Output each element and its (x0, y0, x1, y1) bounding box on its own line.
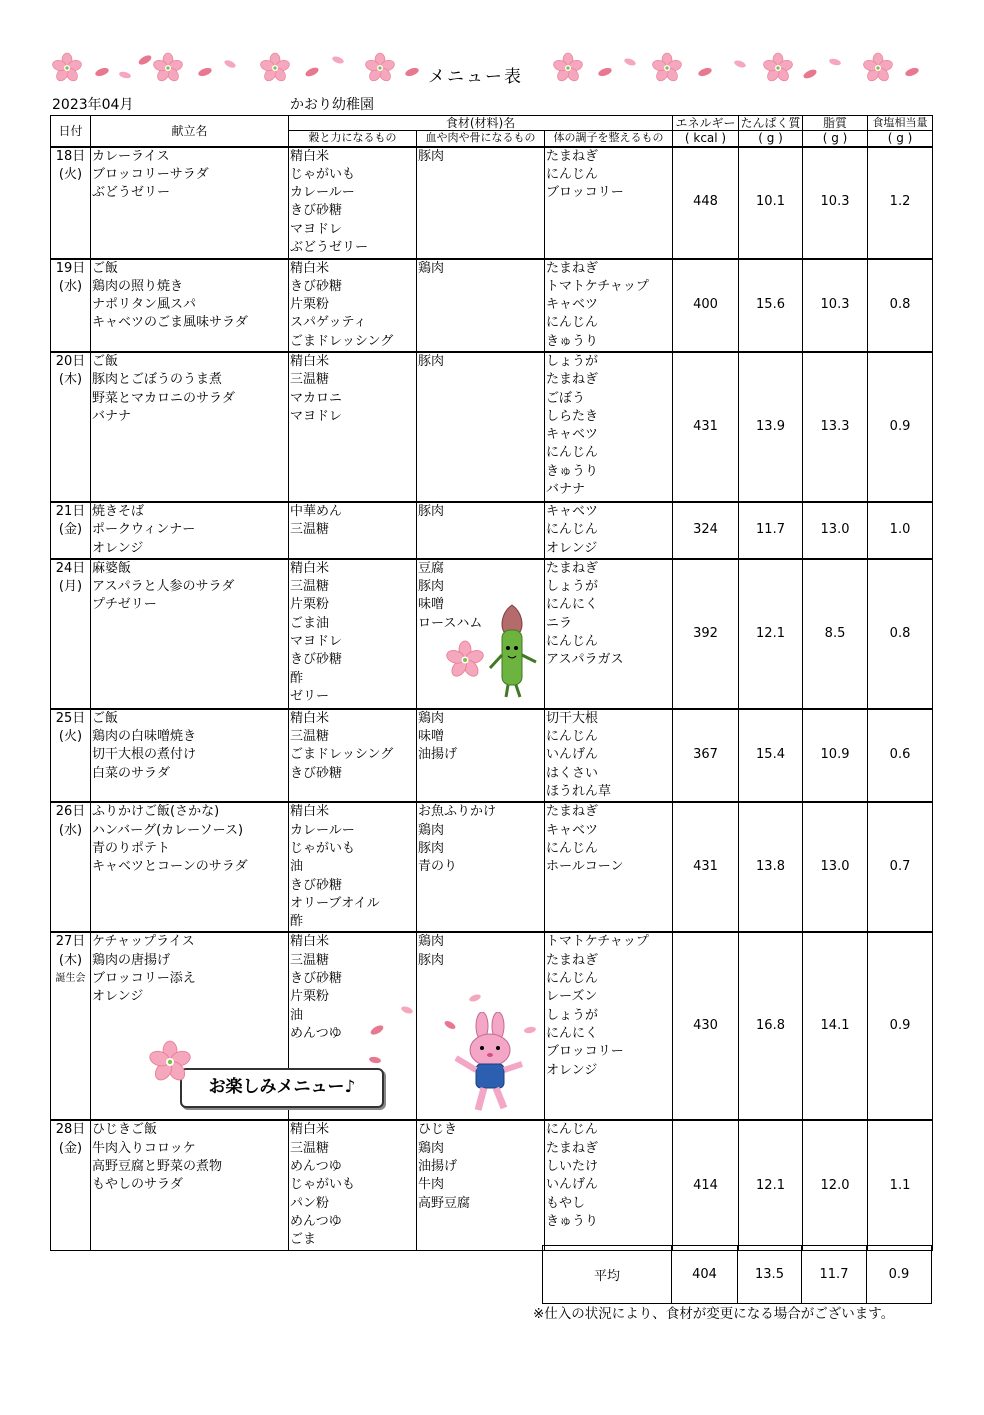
col-salt-unit: ( g ) (868, 131, 933, 147)
ingredient-item: にんにく (546, 1025, 599, 1041)
blood-foods (417, 1120, 545, 1250)
day-salt: 0.6 (868, 709, 933, 802)
blood-foods (417, 259, 545, 352)
ingredient-item: きび砂糖 (290, 765, 343, 781)
ingredient-item: 三温糖 (290, 952, 330, 968)
ingredient-item: 牛肉 (418, 1177, 445, 1193)
ingredient-item: ホールコーン (546, 859, 624, 875)
ingredient-item: 豚肉 (418, 840, 445, 856)
ingredient-item: オレンジ (546, 1062, 598, 1078)
ingredient-item: スパゲッティ (290, 315, 367, 331)
ingredient-item: ニラ (546, 615, 573, 631)
ingredient-item: はくさい (546, 765, 599, 781)
ingredient-item: きび砂糖 (290, 877, 343, 893)
day-kcal: 367 (673, 709, 739, 802)
body-foods (545, 259, 673, 352)
col-blood-foods: 血や肉や骨になるもの (417, 131, 545, 147)
day-date (51, 559, 91, 709)
energy-foods (289, 559, 417, 709)
ingredient-item: 豚肉 (418, 579, 445, 595)
day-number: 25日 (55, 710, 86, 726)
ingredient-item: しょうが (546, 579, 599, 595)
ingredient-item: たまねぎ (546, 560, 599, 576)
ingredient-item: 精白米 (290, 148, 330, 164)
dish-item: ご飯 (92, 260, 119, 276)
dish-item: 野菜とマカロニのサラダ (92, 390, 235, 406)
dish-item: ケチャップライス (92, 934, 195, 950)
average-salt: 0.9 (867, 1246, 932, 1304)
menu-dishes (91, 352, 289, 502)
dish-item: ふりかけご飯(さかな) (92, 804, 220, 820)
col-menu: 献立名 (91, 116, 289, 147)
energy-foods (289, 709, 417, 802)
ingredient-item: めんつゆ (290, 1213, 342, 1229)
ingredient-item: オリーブオイル (290, 895, 380, 911)
menu-day-row (51, 502, 933, 559)
day-kcal: 431 (673, 352, 739, 502)
energy-foods (289, 352, 417, 502)
col-body-foods: 体の調子を整えるもの (545, 131, 673, 147)
ingredient-item: 三温糖 (290, 372, 330, 388)
ingredient-item: しょうが (546, 353, 599, 369)
day-fat: 13.0 (803, 502, 868, 559)
day-protein: 12.1 (739, 559, 803, 709)
ingredient-item: もやし (546, 1195, 586, 1211)
blood-foods (417, 709, 545, 802)
day-kcal: 392 (673, 559, 739, 709)
col-fat: 脂質 (803, 116, 868, 131)
ingredient-item: 中華めん (290, 503, 343, 519)
day-weekday: (水) (58, 278, 83, 294)
ingredient-item: 片栗粉 (290, 297, 330, 313)
day-salt: 0.9 (868, 352, 933, 502)
dish-item: 焼きそば (92, 503, 145, 519)
body-foods (545, 1120, 673, 1250)
day-date (51, 932, 91, 1120)
menu-day-row (51, 259, 933, 352)
ingredient-item: たまねぎ (546, 952, 599, 968)
energy-foods (289, 259, 417, 352)
ingredient-item: にんじん (546, 729, 599, 745)
ingredient-item: キャベツ (546, 427, 599, 443)
ingredient-item: 油揚げ (418, 1159, 458, 1175)
day-kcal: 324 (673, 502, 739, 559)
day-date (51, 147, 91, 259)
ingredient-item: 切干大根 (546, 710, 599, 726)
ingredient-item: きび砂糖 (290, 652, 343, 668)
ingredient-item: たまねぎ (546, 148, 599, 164)
dish-item: 鶏肉の白味噌焼き (92, 729, 197, 745)
menu-dishes (91, 1120, 289, 1250)
day-kcal: 448 (673, 147, 739, 259)
ingredient-item: きび砂糖 (290, 203, 343, 219)
ingredient-item: にんじん (546, 971, 599, 987)
day-event: 誕生会 (55, 973, 86, 985)
asparagus-character-icon (482, 600, 542, 700)
ingredient-item: キャベツ (546, 297, 599, 313)
ingredient-item: めんつゆ (290, 1159, 342, 1175)
average-kcal: 404 (672, 1246, 738, 1304)
ingredient-item: きび砂糖 (290, 971, 343, 987)
col-date: 日付 (51, 116, 91, 147)
day-fat: 13.3 (803, 352, 868, 502)
dish-item: オレンジ (92, 540, 144, 556)
ingredient-item: 鶏肉 (418, 710, 445, 726)
day-protein: 13.8 (739, 802, 803, 932)
ingredient-item: 青のり (418, 859, 458, 875)
ingredient-item: 片栗粉 (290, 989, 330, 1005)
ingredient-item: たまねぎ (546, 260, 599, 276)
average-table (542, 1245, 932, 1304)
dish-item: ハンバーグ(カレーソース) (92, 822, 244, 838)
day-date (51, 352, 91, 502)
ingredient-item: ブロッコリー (546, 185, 624, 201)
day-protein: 16.8 (739, 932, 803, 1120)
col-energy-unit: ( kcal ) (673, 131, 739, 147)
menu-day-row (51, 802, 933, 932)
dish-item: 鶏肉の照り焼き (92, 278, 184, 294)
day-salt: 0.8 (868, 259, 933, 352)
ingredient-item: パン粉 (290, 1195, 330, 1211)
ingredient-item: いんげん (546, 747, 599, 763)
day-weekday: (木) (58, 952, 83, 968)
day-fat: 10.3 (803, 259, 868, 352)
ingredient-item: ごまドレッシング (290, 333, 394, 349)
ingredient-item: にんじん (546, 445, 599, 461)
blood-foods (417, 352, 545, 502)
dish-item: ご飯 (92, 710, 119, 726)
ingredient-item: 味噌 (418, 597, 445, 613)
day-protein: 12.1 (739, 1120, 803, 1250)
day-protein: 13.9 (739, 352, 803, 502)
dish-item: ひじきご飯 (92, 1122, 158, 1138)
ingredient-item: 豆腐 (418, 560, 445, 576)
day-protein: 15.6 (739, 259, 803, 352)
ingredient-item: 鶏肉 (418, 1140, 445, 1156)
day-protein: 15.4 (739, 709, 803, 802)
day-date (51, 502, 91, 559)
day-number: 18日 (55, 148, 86, 164)
ingredient-item: お魚ふりかけ (418, 804, 497, 820)
sakura-flower-icon (143, 1035, 197, 1089)
ingredient-item: ごぼう (546, 390, 586, 406)
ingredient-item: にんじん (546, 522, 599, 538)
dish-item: アスパラと人参のサラダ (92, 579, 235, 595)
ingredient-item: 三温糖 (290, 579, 330, 595)
day-salt: 0.7 (868, 802, 933, 932)
day-weekday: (金) (58, 522, 83, 538)
ingredient-item: 油 (290, 1007, 304, 1023)
day-number: 20日 (55, 353, 86, 369)
day-protein: 11.7 (739, 502, 803, 559)
ingredient-item: マヨドレ (290, 408, 343, 424)
ingredient-item: 味噌 (418, 729, 445, 745)
day-salt: 1.2 (868, 147, 933, 259)
ingredient-item: にんじん (546, 634, 599, 650)
menu-day-row (51, 352, 933, 502)
ingredient-item: 精白米 (290, 260, 330, 276)
ingredient-item: にんじん (546, 315, 599, 331)
ingredient-item: レーズン (546, 989, 598, 1005)
dish-item: 切干大根の煮付け (92, 747, 197, 763)
ingredient-item: オレンジ (546, 540, 598, 556)
ingredient-item: きゅうり (546, 1213, 599, 1229)
dish-item: バナナ (92, 408, 132, 424)
blood-foods (417, 147, 545, 259)
day-number: 24日 (55, 560, 86, 576)
sakura-flower-icon (51, 53, 83, 83)
day-salt: 1.1 (868, 1120, 933, 1250)
ingredient-item: キャベツ (546, 503, 599, 519)
menu-day-row (51, 1120, 933, 1250)
ingredient-item: 鶏肉 (418, 260, 445, 276)
ingredient-item: アスパラガス (546, 652, 624, 668)
dish-item: 豚肉とごぼうのうま煮 (92, 372, 223, 388)
menu-dishes (91, 709, 289, 802)
ingredient-item: にんじん (546, 1122, 599, 1138)
dish-item: 青のりポテト (92, 840, 171, 856)
dish-item: ナポリタン風スパ (92, 297, 197, 313)
dish-item: キャベツのごま風味サラダ (92, 315, 248, 331)
ingredient-item: にんじん (546, 166, 599, 182)
day-weekday: (水) (58, 822, 83, 838)
ingredient-item: しょうが (546, 1007, 599, 1023)
day-fat: 13.0 (803, 802, 868, 932)
dish-item: もやしのサラダ (92, 1177, 183, 1193)
ingredient-item: ブロッコリー (546, 1044, 624, 1060)
day-date (51, 259, 91, 352)
day-weekday: (木) (58, 372, 83, 388)
energy-foods (289, 1120, 417, 1250)
day-weekday: (月) (58, 579, 83, 595)
ingredient-item: 酢 (290, 914, 304, 930)
ingredient-item: ごまドレッシング (290, 747, 394, 763)
ingredient-item: じゃがいも (290, 166, 356, 182)
blood-foods (417, 802, 545, 932)
day-fat: 14.1 (803, 932, 868, 1120)
day-salt: 0.8 (868, 559, 933, 709)
day-fat: 8.5 (803, 559, 868, 709)
ingredient-item: ひじき (418, 1122, 458, 1138)
day-date (51, 709, 91, 802)
ingredient-item: キャベツ (546, 822, 599, 838)
average-label: 平均 (543, 1246, 672, 1304)
ingredient-item: ぶどうゼリー (290, 239, 369, 255)
menu-day-row (51, 709, 933, 802)
day-kcal: 400 (673, 259, 739, 352)
day-weekday: (火) (58, 166, 83, 182)
ingredient-item: 油 (290, 859, 304, 875)
ingredient-item: ゼリー (290, 688, 330, 704)
ingredient-item: じゃがいも (290, 840, 356, 856)
ingredient-item: 精白米 (290, 353, 330, 369)
ingredient-item: トマトケチャップ (546, 278, 649, 294)
energy-foods (289, 502, 417, 559)
col-energy: エネルギー (673, 116, 739, 131)
col-salt: 食塩相当量 (868, 116, 933, 131)
ingredient-item: 精白米 (290, 804, 330, 820)
ingredient-item: しらたき (546, 408, 599, 424)
dish-item: 鶏肉の唐揚げ (92, 952, 171, 968)
body-foods (545, 352, 673, 502)
day-weekday: (火) (58, 729, 83, 745)
body-foods (545, 932, 673, 1120)
menu-dishes (91, 559, 289, 709)
ingredient-item: 鶏肉 (418, 822, 445, 838)
blood-foods (417, 502, 545, 559)
ingredient-item: じゃがいも (290, 1177, 356, 1193)
dish-item: プチゼリー (92, 597, 157, 613)
ingredient-item: たまねぎ (546, 372, 599, 388)
ingredient-item: きゅうり (546, 333, 599, 349)
ingredient-item: 精白米 (290, 934, 330, 950)
ingredient-item: ロースハム (418, 615, 483, 631)
ingredient-item: カレールー (290, 822, 355, 838)
day-date (51, 802, 91, 932)
day-number: 21日 (55, 503, 86, 519)
ingredient-item: たまねぎ (546, 804, 599, 820)
ingredient-item: 豚肉 (418, 952, 445, 968)
day-protein: 10.1 (739, 147, 803, 259)
ingredient-item: マカロニ (290, 390, 343, 406)
ingredient-item: 高野豆腐 (418, 1195, 471, 1211)
ingredient-item: ごま (290, 1232, 317, 1248)
ingredient-item: にんにく (546, 597, 599, 613)
day-number: 19日 (55, 260, 86, 276)
col-protein-unit: ( g ) (739, 131, 803, 147)
ingredient-item: きゅうり (546, 463, 599, 479)
ingredient-item: 精白米 (290, 710, 330, 726)
col-ingredients: 食材(材料)名 (289, 116, 673, 131)
energy-foods (289, 147, 417, 259)
dish-item: ぶどうゼリー (92, 185, 171, 201)
menu-dishes (91, 802, 289, 932)
ingredient-item: 豚肉 (418, 353, 445, 369)
body-foods (545, 559, 673, 709)
ingredient-item: ごま油 (290, 615, 330, 631)
dish-item: 白菜のサラダ (92, 765, 170, 781)
col-energy-foods: 穀と力になるもの (289, 131, 417, 147)
day-kcal: 431 (673, 802, 739, 932)
ingredient-item: きび砂糖 (290, 278, 343, 294)
day-fat: 12.0 (803, 1120, 868, 1250)
average-protein: 13.5 (738, 1246, 802, 1304)
page-title: メニュー表 (428, 67, 523, 87)
special-menu-badge: お楽しみメニュー♪ (180, 1068, 384, 1108)
footnote: ※仕入の状況により、食材が変更になる場合がございます。 (533, 1306, 895, 1322)
day-number: 27日 (55, 934, 86, 950)
dish-item: 高野豆腐と野菜の煮物 (92, 1159, 223, 1175)
ingredient-item: トマトケチャップ (546, 934, 649, 950)
average-fat: 11.7 (802, 1246, 867, 1304)
ingredient-item: 三温糖 (290, 522, 330, 538)
dish-item: 麻婆飯 (92, 560, 132, 576)
energy-foods (289, 802, 417, 932)
ingredient-item: マヨドレ (290, 221, 343, 237)
day-salt: 0.9 (868, 932, 933, 1120)
body-foods (545, 802, 673, 932)
ingredient-item: しいたけ (546, 1159, 599, 1175)
body-foods (545, 147, 673, 259)
rabbit-character-icon (442, 1012, 532, 1117)
body-foods (545, 502, 673, 559)
ingredient-item: 豚肉 (418, 148, 445, 164)
dish-item: ご飯 (92, 353, 119, 369)
day-number: 28日 (55, 1122, 86, 1138)
menu-dishes (91, 147, 289, 259)
day-fat: 10.3 (803, 147, 868, 259)
day-kcal: 430 (673, 932, 739, 1120)
ingredient-item: 三温糖 (290, 1140, 330, 1156)
ingredient-item: ほうれん草 (546, 784, 612, 800)
dish-item: 牛肉入りコロッケ (92, 1140, 196, 1156)
ingredient-item: 片栗粉 (290, 597, 330, 613)
ingredient-item: 三温糖 (290, 729, 330, 745)
dish-item: カレーライス (92, 148, 170, 164)
ingredient-item: カレールー (290, 185, 355, 201)
dish-item: ブロッコリーサラダ (92, 166, 209, 182)
ingredient-item: マヨドレ (290, 634, 343, 650)
ingredient-item: 油揚げ (418, 747, 458, 763)
menu-dishes (91, 502, 289, 559)
day-fat: 10.9 (803, 709, 868, 802)
col-fat-unit: ( g ) (803, 131, 868, 147)
col-protein: たんぱく質 (740, 116, 801, 130)
ingredient-item: 酢 (290, 670, 304, 686)
day-salt: 1.0 (868, 502, 933, 559)
ingredient-item: バナナ (546, 482, 586, 498)
ingredient-item: たまねぎ (546, 1140, 599, 1156)
ingredient-item: 精白米 (290, 1122, 330, 1138)
body-foods (545, 709, 673, 802)
dish-item: オレンジ (92, 989, 144, 1005)
ingredient-item: めんつゆ (290, 1025, 342, 1041)
menu-day-row (51, 147, 933, 259)
dish-item: ポークウィンナー (92, 522, 196, 538)
day-weekday: (金) (58, 1140, 83, 1156)
dish-item: ブロッコリー添え (92, 971, 196, 987)
menu-dishes (91, 259, 289, 352)
day-date (51, 1120, 91, 1250)
school-name: かおり幼稚園 (290, 97, 374, 113)
ingredient-item: 精白米 (290, 560, 330, 576)
dish-item: キャベツとコーンのサラダ (92, 859, 248, 875)
ingredient-item: いんげん (546, 1177, 599, 1193)
ingredient-item: 豚肉 (418, 503, 445, 519)
ingredient-item: 鶏肉 (418, 934, 445, 950)
year-month: 2023年04月 (52, 97, 134, 113)
day-kcal: 414 (673, 1120, 739, 1250)
day-number: 26日 (55, 804, 86, 820)
ingredient-item: にんじん (546, 840, 599, 856)
